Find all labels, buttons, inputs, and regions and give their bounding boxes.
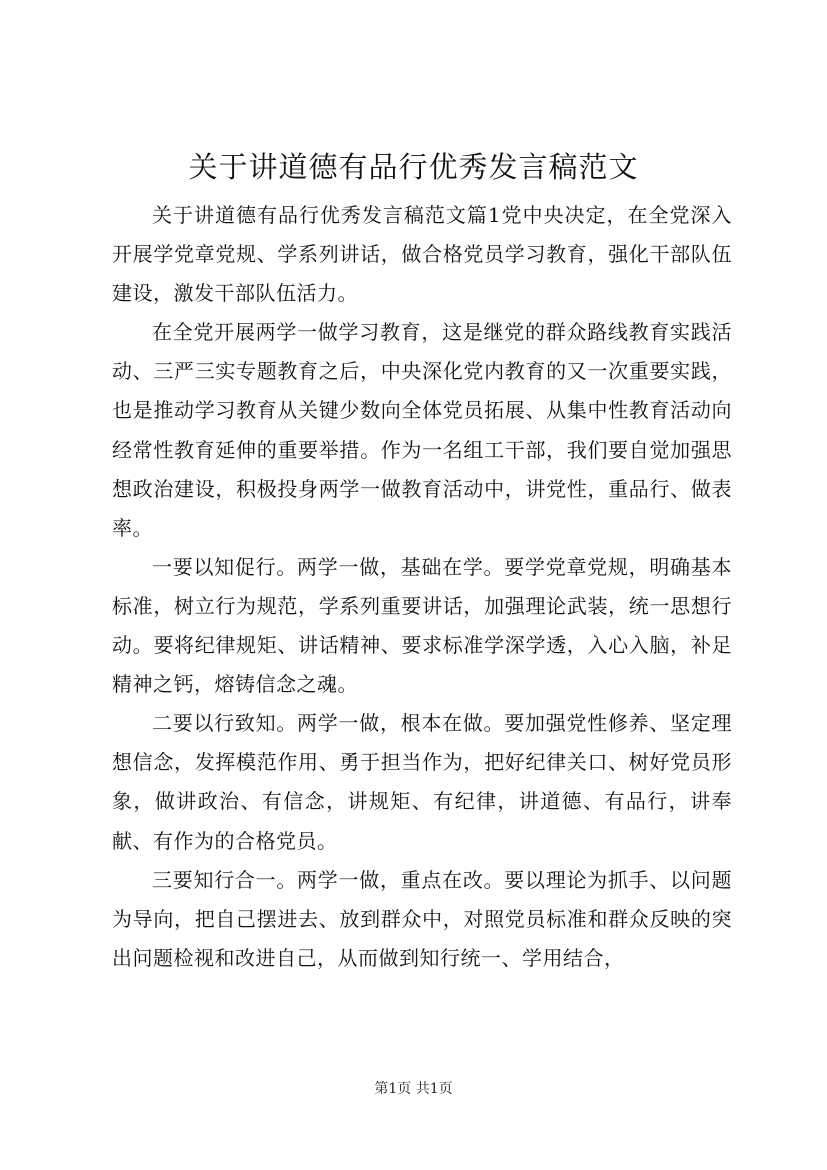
paragraph: 在全党开展两学一做学习教育，这是继党的群众路线教育实践活动、三严三实专题教育之后，中央深化党内教育的又一次重要实践，也是推动学习教育从关键少数向全体党员拓展、从集中性教育活动向经常性教育延伸的重要举措。作为一名组工干部，我们要自觉加强思想政治建设，积极投身两学一做教育活动中，讲党性，重品行、做表率。	[112, 320, 732, 540]
paragraph: 关于讲道德有品行优秀发言稿范文篇1党中央决定，在全党深入开展学党章党规、学系列讲话，做合格党员学习教育，强化干部队伍建设，激发干部队伍活力。	[112, 203, 732, 306]
page-number: 第1页 共1页	[374, 1081, 453, 1097]
paragraph: 三要知行合一。两学一做，重点在改。要以理论为抓手、以问题为导向，把自己摆进去、放到群众中，对照党员标准和群众反映的突出问题检视和改进自己，从而做到知行统一、学用结合，	[112, 867, 732, 970]
page-footer	[0, 1079, 827, 1099]
paragraph: 二要以行致知。两学一做，根本在做。要加强党性修养、坚定理想信念，发挥模范作用、勇于担当作为，把好纪律关口、树好党员形象，做讲政治、有信念，讲规矩、有纪律，讲道德、有品行，讲奉献、有作为的合格党员。	[112, 711, 732, 853]
document-body	[112, 196, 732, 978]
document-title: 关于讲道德有品行优秀发言稿范文	[188, 150, 639, 184]
paragraph: 一要以知促行。两学一做，基础在学。要学党章党规，明确基本标准，树立行为规范，学系列重要讲话，加强理论武装，统一思想行动。要将纪律规矩、讲话精神、要求标准学深学透，入心入脑，补足精神之钙，熔铸信念之魂。	[112, 554, 732, 697]
